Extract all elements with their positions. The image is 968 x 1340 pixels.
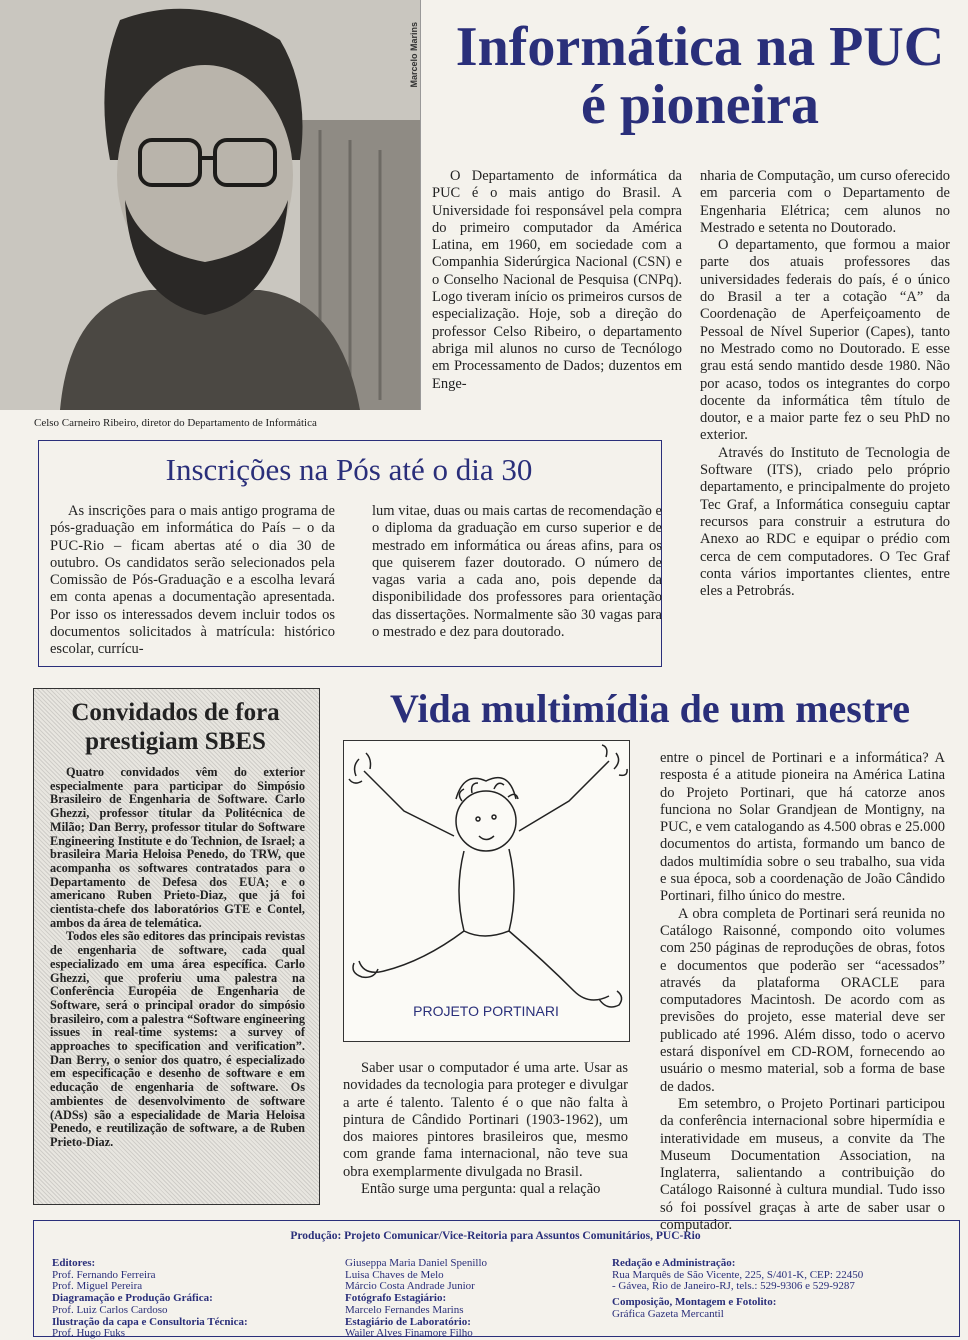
photo-credit: Marcelo Marins [409,22,419,88]
main-article-col1 [432,168,682,393]
portrait-photo [0,0,421,410]
staff-name: Prof. Miguel Pereira [52,1280,143,1293]
paragraph: Então surge uma pergunta: qual a relação [361,1181,601,1198]
role-heading: Composição, Montagem e Fotolito: [612,1296,777,1309]
staff-name: Márcio Costa Andrade Junior [345,1280,475,1293]
expediente-col2 [345,1258,595,1340]
role-heading: Editores: [52,1257,96,1269]
main-headline: Informática na PUC é pioneira [455,16,945,136]
portinari-drawing [344,741,629,1041]
portinari-illustration [343,740,630,1042]
staff-name: Prof. Luiz Carlos Cardoso [52,1303,168,1316]
paragraph: O Departamento de informática da PUC é o mais antigo do Brasil. A Universidade foi responsável pela compra do primeiro computador da América Latina, em 1960, em sociedade com a Companhia Siderúrgica Nacional (CSN) e o Conselho Nacional de Pesquisa (CNPq). Logo tiveram início os primeiros cursos de especialização. Hoje, sob a direção do professor Celso Ribeiro, o departamento abriga mil alunos no curso de Tecnólogo em Processamento de Dados; duzentos em Enge- [432,168,682,392]
company-name: Gráfica Gazeta Mercantil [612,1307,724,1320]
role-heading: Estagiário de Laboratório: [345,1315,471,1328]
vida-col2 [660,750,945,1234]
paragraph: lum vitae, duas ou mais cartas de recomendação e o diploma da graduação em curso superior e de mestrado em informática ou áreas afins, para os que quiserem fazer doutorado. O número de vagas varia a cada ano, pois depende da disponibilidade dos professores para orientação das dissertações. Normalmente são 30 vagas para o mestrado e dez para doutorado. [372,503,662,641]
paragraph: nharia de Computação, um curso oferecido em parceria com o Departamento de Engenharia Elétrica; cem alunos no Mestrado e setenta no Doutorado. [700,168,950,236]
paragraph: Através do Instituto de Tecnologia de Software (ITS), criado pelo próprio departamento, e principalmente do projeto Tec Graf, a Informática conseguiu captar recursos para construir a estrutura do Anexo ao RDC e equipar o prédio com cerca de cem computadores. O Tec Graf conta vários importantes clientes, entre eles a Petrobrás. [700,444,950,600]
inscricoes-col2 [372,503,662,641]
paragraph: Quatro convidados vêm do exterior especialmente para participar do Simpósio Brasileiro de Engenharia de Software. Carlo Ghezzi, professor titular da Politécnica de Milão; Dan Berry, professor titular do Software Engineering Institute e do Technion, de Israel; a brasileira Maria Heloisa Penedo, do TRW, que acompanha os softwares contratados para o Departamento de Defesa dos EUA; e o americano Ruben Prieto-Diaz, que já foi cientista-chefe dos laboratórios GTE e Contel, ambos da área de telemática. [50,765,305,930]
inscricoes-col1 [50,503,335,659]
portrait-illustration [0,0,420,410]
inscricoes-headline: Inscrições na Pós até o dia 30 [165,452,533,487]
expediente-col1 [52,1258,332,1340]
portinari-label: PROJETO PORTINARI [413,1003,559,1019]
role-heading: Diagramação e Produção Gráfica: [52,1292,213,1305]
paragraph: O departamento, que formou a maior parte dos atuais professores das universidades federais do país, é o único do Brasil a ter a cotação “A” da Coordenação de Aperfeiçoamento de Pessoal de Nível Superior (Capes), tanto no Mestrado como no Doutorado. E esse grau está sendo mantido desde 1980. Não por acaso, todos os integrantes do corpo docente da informática têm título de doutor, e a maior parte fez o seu PhD no exterior. [700,237,950,444]
role-heading: Redação e Administração: [612,1257,736,1269]
paragraph: A obra completa de Portinari será reunida no Catálogo Raisonné, compondo oito volumes com 250 páginas de reproduções de obras, fotos e documentos que poderão ser “acessados” através da plataforma ORACLE para computadores Macintosh. De acordo com as previsões do projeto, esse material deve ser publicado até 1996. Além disso, todo o acervo estará disponível em CD-ROM, fornecendo ao usuário o mesmo material, sob a forma de base de dados. [660,905,945,1095]
paragraph: Saber usar o computador é uma arte. Usar as novidades da tecnologia para proteger e divulgar a arte é talento. Talento é o que não falta à pintura de Cândido Portinari (1903-1962), um dos maiores pintores brasileiros que, mesmo com grande fama internacional, não teve sua obra exemplarmente divulgada no Brasil. [343,1060,628,1180]
staff-name: Wailer Alves Finamore Filho [345,1327,473,1340]
staff-name: Marcelo Fernandes Marins [345,1303,464,1316]
address-line: - Gávea, Rio de Janeiro-RJ, tels.: 529-9306 e 529-9287 [612,1280,855,1293]
photo-caption: Celso Carneiro Ribeiro, diretor do Departamento de Informática [34,417,317,429]
producao-line: Produção: Projeto Comunicar/Vice-Reitoria para Assuntos Comunitários, PUC-Rio [290,1230,701,1242]
paragraph: entre o pincel de Portinari e a informática? A resposta é a atitude pioneira na América Latina do Projeto Portinari, que há catorze anos funciona no Solar Grandjean de Montigny, na PUC, e vem catalogando as 4.500 obras e 25.000 documentos do artista, formando um banco de dados multimídia sobre o seu trabalho, sua vida e sua época, sob a coordenação de João Cândido Portinari, filho único do mestre. [660,750,945,905]
role-heading: Fotógrafo Estagiário: [345,1292,447,1305]
paragraph: Todos eles são editores das principais revistas de engenharia de software, cada qual especializado em uma área específica. Carlo Ghezzi, que proferiu uma palestra na Conferência Européia de Engenharia de Software, será o principal orador do simpósio brasileiro, com a palestra “Software engineering issues in real-time systems: a survey of approaches to specification and verification”. Dan Berry, o senior dos quatro, é especializado em especificação e desenho de software e em educação de engenharia de software. Os ambientes de desenvolvimento de software (ADSs) são a especialidade de Maria Heloisa Penedo, e reutilização de software, a de Ruben Prieto-Diaz. [50,929,305,1149]
expediente-col3 [612,1258,952,1321]
convidados-headline: Convidados de fora prestigiam SBES [71,699,280,755]
address-line: Rua Marquês de São Vicente, 225, S/401-K, CEP: 22450 [612,1268,864,1281]
paragraph: Em setembro, o Projeto Portinari participou da conferência internacional sobre hipermídia e interatividade em museus, a convite da The Museum Documentation Association, na Inglaterra, salientando a contribuição do Catálogo Raisonné à cultura mundial. Tudo isso só foi possível graças à arte de saber usar o computador. [660,1095,945,1234]
staff-name: Luisa Chaves de Melo [345,1268,444,1281]
staff-name: Giuseppa Maria Daniel Spenillo [345,1257,488,1269]
paragraph: As inscrições para o mais antigo programa de pós-graduação em informática do País – o da PUC-Rio – ficam abertas até o dia 30 de outubro. Os candidatos serão selecionados pela Comissão de Pós-Graduação e a escolha levará em conta apenas a documentação apresentada. Por isso os interessados devem incluir todos os documentos solicitados à matrícula: histórico escolar, currícu- [50,503,335,658]
role-heading: Ilustração da capa e Consultoria Técnica: [52,1315,248,1328]
vida-headline: Vida multimídia de um mestre [390,686,910,731]
vida-col1 [343,1060,628,1198]
convidados-text [50,766,305,1150]
staff-name: Prof. Fernando Ferreira [52,1268,156,1281]
main-article-col2 [700,168,950,600]
staff-name: Prof. Hugo Fuks [52,1327,126,1340]
